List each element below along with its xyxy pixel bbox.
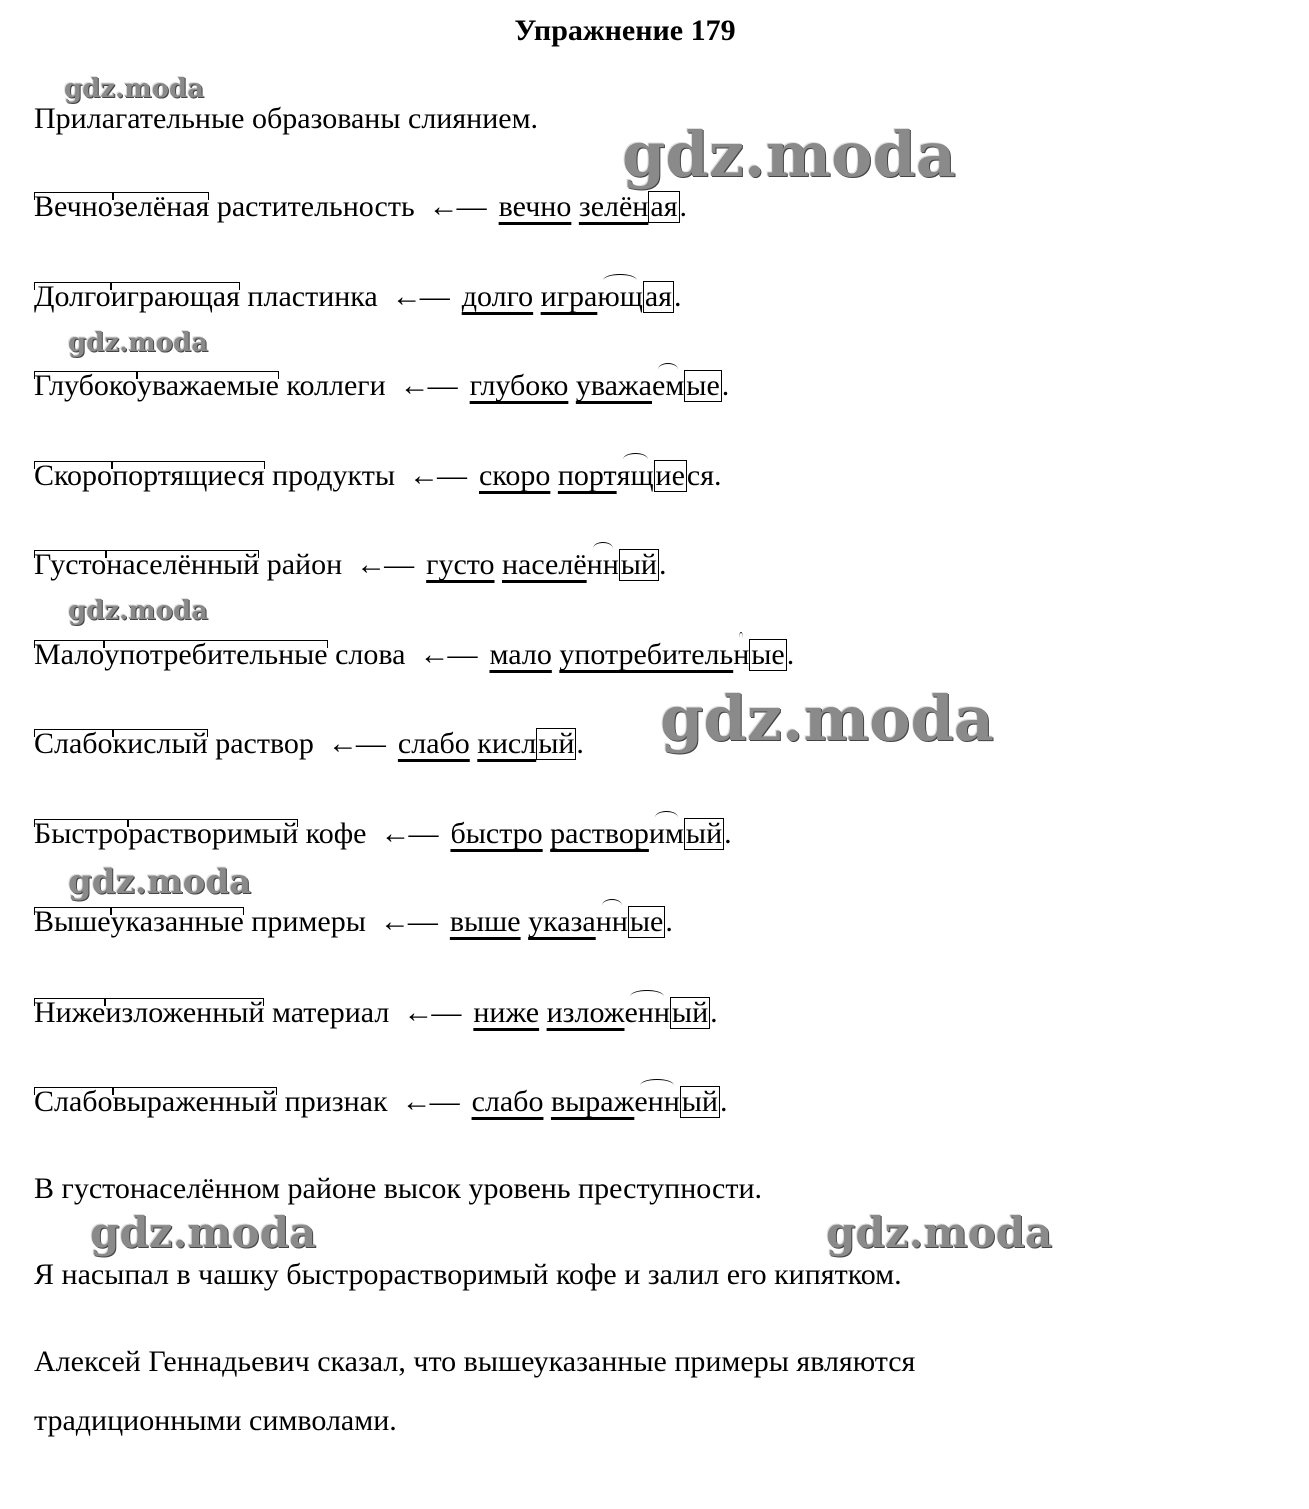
compound-root-1: Быстро bbox=[34, 817, 129, 850]
source-word-1: ниже bbox=[473, 996, 540, 1029]
sentence: Алексей Геннадьевич сказал, что вышеуказанные примеры являются bbox=[34, 1345, 916, 1378]
example-line bbox=[34, 548, 666, 582]
noun: пластинка bbox=[239, 280, 378, 313]
ending-box: ые bbox=[686, 369, 720, 402]
example-line bbox=[34, 190, 687, 224]
word-stem: указа bbox=[528, 905, 596, 938]
source-word-1: выше bbox=[449, 905, 521, 938]
source-word-2 bbox=[558, 459, 654, 492]
suffix: енн bbox=[624, 996, 670, 1029]
period: . bbox=[724, 817, 732, 850]
noun: материал bbox=[264, 996, 390, 1029]
watermark: gdz.moda bbox=[622, 118, 956, 191]
arrow-icon: ←— bbox=[428, 190, 485, 223]
compound-root-2: зелёная bbox=[112, 190, 210, 223]
source-word-1: долго bbox=[461, 280, 534, 313]
word-stem: выраж bbox=[550, 1085, 635, 1118]
intro-text: Прилагательные образованы слиянием. bbox=[34, 102, 539, 135]
sentence: Я насыпал в чашку быстрорастворимый кофе и залил его кипятком. bbox=[34, 1258, 902, 1291]
ending-box: ый bbox=[671, 996, 709, 1029]
sentence: В густонаселённом районе высок уровень преступности. bbox=[34, 1172, 762, 1205]
compound-root-2: уважаемые bbox=[136, 369, 279, 402]
source-word-2 bbox=[550, 817, 684, 850]
suffix: ющ bbox=[597, 280, 643, 313]
noun: признак bbox=[277, 1085, 388, 1118]
arrow-icon: ←— bbox=[419, 638, 476, 671]
example-line bbox=[34, 638, 794, 672]
source-word-1: слабо bbox=[397, 727, 470, 760]
suffix: им bbox=[648, 817, 684, 850]
watermark: gdz.moda bbox=[826, 1208, 1053, 1257]
compound-root-2: выраженный bbox=[112, 1085, 278, 1118]
compound-root-1: Слабо bbox=[34, 727, 113, 760]
period: . bbox=[714, 459, 722, 492]
noun: слова bbox=[327, 638, 406, 671]
example-line bbox=[34, 280, 681, 314]
source-word-2 bbox=[547, 996, 670, 1029]
ending-box: ый bbox=[685, 817, 723, 850]
source-word-1: густо bbox=[426, 548, 495, 581]
period: . bbox=[710, 996, 718, 1029]
compound-root-2: указанные bbox=[110, 905, 244, 938]
compound-root-2: играющая bbox=[110, 280, 240, 313]
watermark: gdz.moda bbox=[68, 596, 209, 626]
arrow-icon: ←— bbox=[380, 817, 437, 850]
arrow-icon: ←— bbox=[327, 727, 384, 760]
watermark: gdz.moda bbox=[90, 1208, 317, 1257]
source-word-2 bbox=[559, 638, 749, 671]
period: . bbox=[658, 548, 667, 581]
example-line bbox=[34, 1085, 727, 1119]
source-word-2 bbox=[528, 905, 628, 938]
compound-root-2: употребительные bbox=[104, 638, 328, 671]
compound-root-1: Скоро bbox=[34, 459, 113, 492]
word-stem: населё bbox=[502, 548, 587, 581]
suffix: нн bbox=[595, 905, 628, 938]
postfix: ся bbox=[686, 459, 715, 492]
arrow-icon: ←— bbox=[379, 905, 436, 938]
ending-box: ый bbox=[681, 1085, 718, 1118]
arrow-icon: ←— bbox=[356, 548, 413, 581]
source-word-1: мало bbox=[489, 638, 552, 671]
source-word-2 bbox=[502, 548, 619, 581]
ending-box: ые bbox=[751, 638, 785, 671]
period: . bbox=[719, 1085, 728, 1118]
word-stem: игра bbox=[540, 280, 598, 313]
exercise-title: Упражнение 179 bbox=[514, 14, 736, 47]
ending-box: ый bbox=[620, 548, 657, 581]
ending-box: ая bbox=[644, 280, 672, 313]
period: . bbox=[673, 280, 682, 313]
noun: коллеги bbox=[278, 369, 386, 402]
arrow-icon: ←— bbox=[399, 369, 456, 402]
source-word-1: слабо bbox=[471, 1085, 544, 1118]
compound-root-1: Выше bbox=[34, 905, 111, 938]
example-line bbox=[34, 996, 718, 1030]
noun: продукты bbox=[264, 459, 395, 492]
period: . bbox=[679, 190, 687, 223]
sentence: традиционными символами. bbox=[34, 1404, 397, 1437]
watermark: gdz.moda bbox=[68, 862, 252, 902]
arrow-icon: ←— bbox=[401, 1085, 458, 1118]
source-word-2 bbox=[551, 1085, 680, 1118]
example-line bbox=[34, 817, 732, 851]
suffix: н bbox=[733, 638, 750, 671]
word-stem: порт bbox=[557, 459, 617, 492]
source-word-2 bbox=[541, 280, 643, 313]
word-stem: уважа bbox=[575, 369, 652, 402]
arrow-icon: ←— bbox=[391, 280, 448, 313]
source-word-1: вечно bbox=[498, 190, 572, 223]
compound-root-1: Вечно bbox=[34, 190, 113, 223]
suffix: ящ bbox=[616, 459, 654, 492]
example-line bbox=[34, 369, 729, 403]
period: . bbox=[786, 638, 795, 671]
noun: раствор bbox=[207, 727, 314, 760]
ending-box: ые bbox=[629, 905, 664, 938]
word-stem: зелён bbox=[578, 190, 649, 223]
compound-root-1: Густо bbox=[34, 548, 107, 581]
compound-root-2: растворимый bbox=[128, 817, 299, 850]
example-line bbox=[34, 727, 584, 761]
watermark: gdz.moda bbox=[660, 682, 994, 755]
suffix: нн bbox=[586, 548, 619, 581]
source-word-2 bbox=[576, 369, 684, 402]
compound-root-2: населённый bbox=[106, 548, 260, 581]
compound-root-1: Слабо bbox=[34, 1085, 113, 1118]
compound-root-2: портящиеся bbox=[112, 459, 265, 492]
suffix: ем bbox=[651, 369, 685, 402]
compound-root-1: Ниже bbox=[34, 996, 106, 1029]
period: . bbox=[721, 369, 730, 402]
word-stem: употребитель bbox=[559, 638, 734, 671]
period: . bbox=[576, 727, 584, 760]
ending-box: ая bbox=[650, 190, 678, 223]
compound-root-2: изложенный bbox=[105, 996, 265, 1029]
word-stem: раствор bbox=[550, 817, 649, 850]
noun: район bbox=[259, 548, 343, 581]
watermark: gdz.moda bbox=[68, 328, 209, 358]
noun: кофе bbox=[298, 817, 367, 850]
compound-root-1: Глубоко bbox=[34, 369, 137, 402]
word-stem: излож bbox=[546, 996, 625, 1029]
word-stem: кисл bbox=[477, 727, 537, 760]
period: . bbox=[665, 905, 673, 938]
watermark: gdz.moda bbox=[64, 74, 205, 104]
ending-box: ый bbox=[538, 727, 575, 760]
arrow-icon: ←— bbox=[403, 996, 460, 1029]
arrow-icon: ←— bbox=[408, 459, 465, 492]
noun: растительность bbox=[209, 190, 415, 223]
noun: примеры bbox=[243, 905, 366, 938]
source-word-2 bbox=[579, 190, 649, 223]
source-word-2 bbox=[477, 727, 536, 760]
example-line bbox=[34, 459, 722, 493]
compound-root-2: кислый bbox=[112, 727, 208, 760]
source-word-1: глубоко bbox=[469, 369, 569, 402]
suffix: енн bbox=[634, 1085, 680, 1118]
compound-root-1: Мало bbox=[34, 638, 105, 671]
compound-root-1: Долго bbox=[34, 280, 111, 313]
example-line bbox=[34, 905, 673, 939]
ending-box: ие bbox=[655, 459, 685, 492]
source-word-1: скоро bbox=[478, 459, 551, 492]
source-word-1: быстро bbox=[450, 817, 543, 850]
